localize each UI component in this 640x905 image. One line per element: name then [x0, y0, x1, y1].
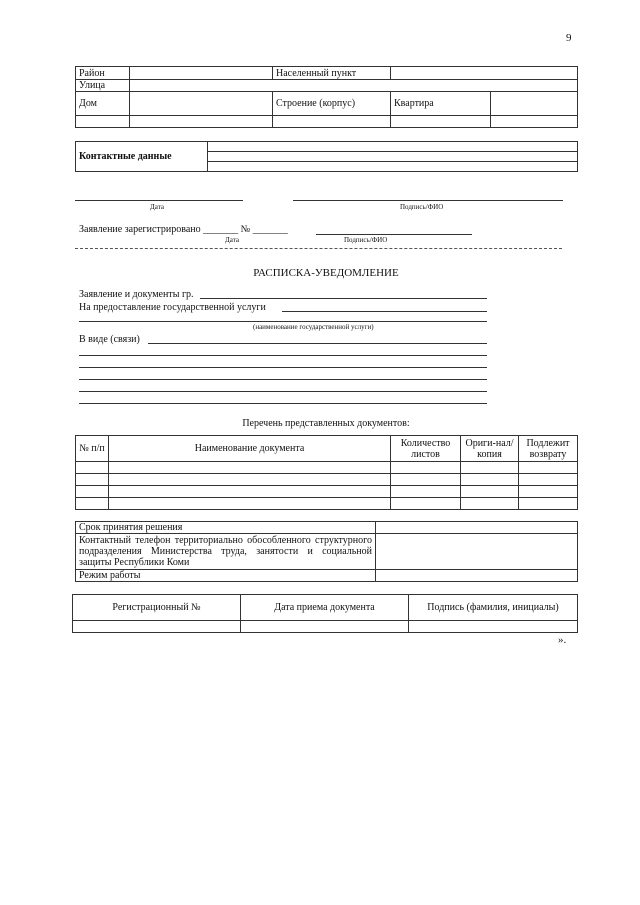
phone-label: Контактный телефон территориально обособленного структурного подразделения Министерства труда, занятости и социальной защиты Республики Коми — [76, 534, 376, 570]
signature-line[interactable] — [293, 200, 563, 201]
receipt-line-channel: В виде (связи) — [79, 334, 140, 345]
blank-line-5[interactable] — [79, 403, 487, 404]
registered-text: Заявление зарегистрировано _______ № _______ — [79, 224, 288, 235]
col-return: Подлежит возврату — [519, 436, 578, 462]
contacts-field-3[interactable] — [208, 162, 578, 172]
registration-table — [72, 594, 578, 633]
info-table — [75, 521, 578, 582]
col-reg-number: Регистрационный № — [73, 595, 241, 621]
settlement-field[interactable] — [391, 67, 578, 80]
street-label: Улица — [76, 80, 130, 92]
col-number: № п/п — [76, 436, 109, 462]
hours-field[interactable] — [376, 570, 578, 582]
registered-date-caption: Дата — [225, 236, 239, 244]
documents-table — [75, 435, 578, 510]
building-label: Строение (корпус) — [273, 92, 391, 116]
col-original: Ориги-нал/копия — [461, 436, 519, 462]
closing-quote: ». — [558, 634, 567, 646]
table-row[interactable] — [76, 498, 578, 510]
address-table — [75, 66, 578, 128]
service-line-2[interactable] — [79, 321, 487, 322]
blank-line-3[interactable] — [79, 379, 487, 380]
contacts-table — [75, 141, 578, 172]
registered-sign-caption: Подпись/ФИО — [344, 236, 388, 244]
page-number: 9 — [566, 32, 572, 44]
registered-sign-line[interactable] — [316, 234, 472, 235]
col-signature: Подпись (фамилия, инициалы) — [409, 595, 578, 621]
receipt-title: РАСПИСКА-УВЕДОМЛЕНИЕ — [253, 267, 399, 279]
contacts-field-1[interactable] — [208, 142, 578, 152]
hours-label: Режим работы — [76, 570, 376, 582]
col-doc-name: Наименование документа — [109, 436, 391, 462]
col-sheets: Количество листов — [391, 436, 461, 462]
deadline-label: Срок принятия решения — [76, 522, 376, 534]
signature-caption: Подпись/ФИО — [400, 203, 444, 211]
contacts-label: Контактные данные — [76, 142, 208, 172]
date-line[interactable] — [75, 200, 243, 201]
receipt-line-service: На предоставление государственной услуги — [79, 302, 266, 313]
blank-line-4[interactable] — [79, 391, 487, 392]
table-row[interactable] — [76, 474, 578, 486]
service-caption: (наименование государственной услуги) — [253, 323, 374, 331]
col-receive-date: Дата приема документа — [241, 595, 409, 621]
street-field[interactable] — [130, 80, 578, 92]
house-label: Дом — [76, 92, 130, 116]
district-label: Район — [76, 67, 130, 80]
receipt-line-applicant: Заявление и документы гр. — [79, 289, 194, 300]
applicant-line[interactable] — [200, 298, 487, 299]
deadline-field[interactable] — [376, 522, 578, 534]
phone-field[interactable] — [376, 534, 578, 570]
apartment-label: Квартира — [391, 92, 491, 116]
blank-line-2[interactable] — [79, 367, 487, 368]
house-field[interactable] — [130, 92, 273, 116]
channel-line[interactable] — [148, 343, 487, 344]
cut-line — [75, 248, 562, 249]
district-field[interactable] — [130, 67, 273, 80]
date-caption: Дата — [150, 203, 164, 211]
contacts-field-2[interactable] — [208, 152, 578, 162]
table-row[interactable] — [76, 462, 578, 474]
docs-title: Перечень представленных документов: — [242, 418, 410, 429]
table-row[interactable] — [73, 621, 578, 633]
apartment-field[interactable] — [491, 92, 578, 116]
table-row[interactable] — [76, 486, 578, 498]
blank-line-1[interactable] — [79, 355, 487, 356]
service-line[interactable] — [282, 311, 487, 312]
settlement-label: Населенный пункт — [273, 67, 391, 80]
